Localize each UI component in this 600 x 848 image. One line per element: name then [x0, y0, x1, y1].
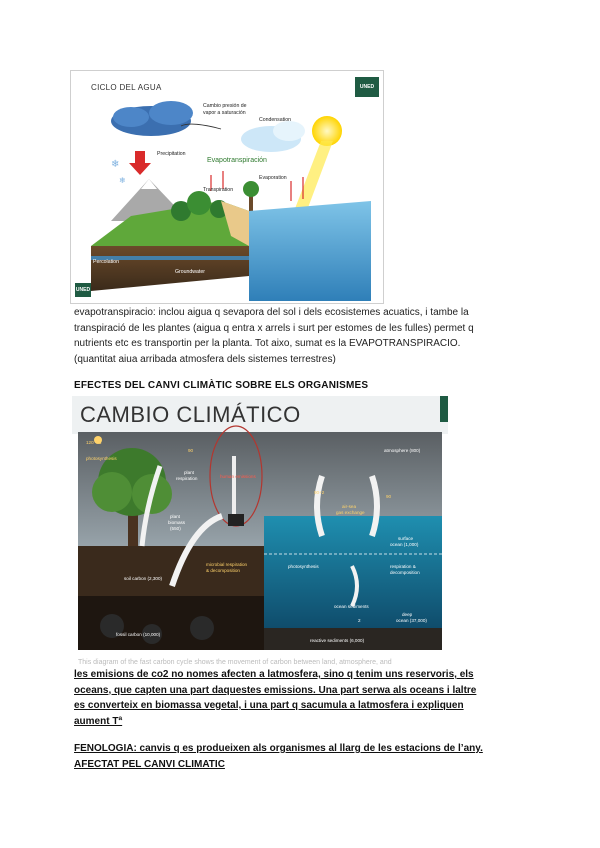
- label-deep: deep: [402, 612, 413, 617]
- label-respiration-ocean-2: decomposition: [390, 570, 420, 575]
- paragraph-evapotranspiracio: [74, 305, 534, 367]
- label-90-2: 90+2: [314, 490, 325, 495]
- text-line: es converteix en biomassa vegetal, i una part q sacumula a latmosfera i expliquen: [74, 700, 464, 711]
- label-ocean-sediments: ocean sediments: [334, 604, 369, 609]
- section-heading: EFECTES DEL CANVI CLIMÀTIC SOBRE ELS ORGANISMES: [74, 380, 369, 391]
- water-cycle-figure: [70, 70, 384, 304]
- label-respiration-ocean: respiration &: [390, 564, 416, 569]
- label-air-sea: air-sea: [342, 504, 357, 509]
- uned-logo-small: UNED: [75, 283, 91, 297]
- uned-logo: UNED: [355, 77, 379, 97]
- label-air-sea-2: gas exchange: [336, 510, 365, 515]
- text-line: AFECTAT PEL CANVI CLIMATIC: [74, 758, 225, 770]
- label-microbial: microbial respiration: [206, 562, 248, 567]
- label-cambio: Cambio presión de: [203, 103, 247, 109]
- text-line: nutrients etc es transportin per la planta. Tot aixo, sumat es la EVAPOTRANSPIRACIO.: [74, 338, 461, 349]
- figure-caption: This diagram of the fast carbon cycle shows the movement of carbon between land, atmosphere, and: [78, 659, 392, 666]
- label-plant-biomass: plant: [170, 514, 180, 519]
- label-90: 90: [188, 448, 194, 453]
- label-evaporation: Evaporation: [259, 175, 287, 181]
- label-microbial-2: & decomposition: [206, 568, 240, 573]
- label-reactive-sediments: reactive sediments (6,000): [310, 638, 365, 643]
- label-deep-2: ocean (37,000): [396, 618, 427, 623]
- carbon-cycle-illustration: [72, 396, 448, 658]
- text-line: transpiració de les plantes (aigua q entra x arrels i surt per estomes de les fulles) permet q: [74, 322, 474, 334]
- svg-text:❄: ❄: [119, 176, 126, 185]
- label-2: 2: [358, 618, 361, 623]
- label-photosynthesis-ocean: photosynthesis: [288, 564, 319, 569]
- label-photosynthesis: photosynthesis: [86, 456, 117, 461]
- label-transpiration: Transpiration: [203, 187, 234, 193]
- label-90-b: 90: [386, 494, 392, 499]
- text-line: evapotranspiracio: inclou aigua q sevapora del sol i dels ecosistemes acuatics, i tambe la: [74, 307, 469, 318]
- paragraph-emissions: [74, 667, 534, 729]
- svg-text:❄: ❄: [111, 159, 120, 170]
- label-atmosphere: atmosphere (800): [384, 448, 421, 453]
- paragraph-fenologia: [74, 741, 534, 772]
- label-plant-resp-2: respiration: [176, 476, 198, 481]
- label-120: 120 + 3: [86, 440, 102, 445]
- text-line: aument Tª: [74, 715, 123, 727]
- text-line: (quantitat aiua arribada atmosfera dels sistemes terrestres): [74, 353, 336, 365]
- label-surface-2: ocean (1,000): [390, 542, 419, 547]
- label-fossil-carbon: fossil carbon (10,000): [116, 632, 161, 637]
- label-condensation: Condensation: [259, 117, 292, 123]
- climate-change-figure: [72, 396, 448, 658]
- label-groundwater: Groundwater: [175, 269, 205, 275]
- text-line: les emisions de co2 no nomes afecten a latmosfera, sino q tenim uns reservoris, els: [74, 669, 474, 680]
- label-plant-biomass-2: biomass: [168, 520, 186, 525]
- label-surface: surface: [398, 536, 414, 541]
- label-human-emissions: human emissions: [220, 474, 256, 479]
- figure-title: CAMBIO CLIMÁTICO: [80, 402, 301, 427]
- label-soil-carbon: soil carbon (2,300): [124, 576, 163, 581]
- text-line: oceans, que capten una part daquestes emissions. Una part serwa als oceans i laltre: [74, 684, 477, 696]
- label-precipitation: Precipitation: [157, 151, 186, 157]
- label-evapotranspiracion: Evapotranspiración: [207, 157, 267, 164]
- figure-title: CICLO DEL AGUA: [91, 83, 162, 92]
- label-percolation: Percolation: [93, 259, 119, 265]
- label-cambio-2: vapor a saturación: [203, 110, 246, 116]
- label-plant-biomass-3: (550): [170, 526, 181, 531]
- text-line: FENOLOGIA: canvis q es produeixen als organismes al llarg de les estacions de l’any.: [74, 743, 483, 754]
- label-plant-resp: plant: [184, 470, 194, 475]
